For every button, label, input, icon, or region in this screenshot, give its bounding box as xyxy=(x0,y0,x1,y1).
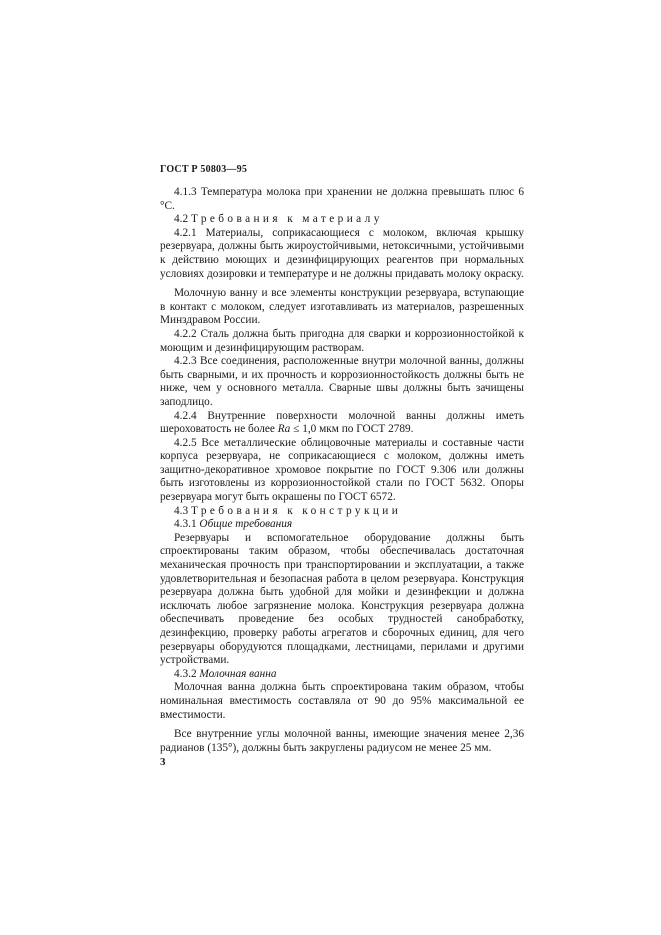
section-title: Требования к конструкции xyxy=(190,504,402,517)
subsection-number: 4.3.2 xyxy=(174,667,197,680)
section-heading-4-2 xyxy=(160,213,524,227)
page-number: 3 xyxy=(160,756,166,768)
roughness-variable: Ra xyxy=(277,423,291,436)
subsection-title: Общие требования xyxy=(199,518,293,531)
paragraph-milk-bath-materials: Молочную ванну и все элементы конструкции резервуара, вступающие в контакт с молоком, следует изготавливать из материалов, разрешенных Минздравом России. xyxy=(160,287,524,327)
document-header: ГОСТ Р 50803—95 xyxy=(160,164,248,175)
paragraph-4-2-4 xyxy=(160,410,524,437)
subsection-heading-4-3-2 xyxy=(160,668,524,682)
subsection-title: Молочная ванна xyxy=(199,667,277,680)
paragraph-4-2-5: 4.2.5 Все металлические облицовочные материалы и составные части корпуса резервуара, не соприкасающиеся с молоком, должны иметь защитно-декоративное хромовое покрытие по ГОСТ 9.306 или должны быть изготовлены из коррозионностойкой стали по ГОСТ 5632. Опоры резервуара могут быть окрашены по ГОСТ 6572. xyxy=(160,436,524,504)
section-number: 4.2 xyxy=(174,213,189,226)
section-title: Требования к материалу xyxy=(190,213,383,226)
paragraph-4-2-3: 4.2.3 Все соединения, расположенные внутри молочной ванны, должны быть сварными, и их прочность и коррозионностойкость должны быть не ниже, чем у основного металла. Сварные швы должны быть зачищены заподлицо. xyxy=(160,355,524,408)
paragraph-4-2-1: 4.2.1 Материалы, соприкасающиеся с молоком, включая крышку резервуара, должны быть жироустойчивыми, нетоксичными, устойчивыми к действию моющих и дезинфицирующих реагентов при нормальных условиях дозировки и температуре и не должны придавать молоку окраску. xyxy=(160,226,524,280)
paragraph-4-3-2-corners: Все внутренние углы молочной ванны, имеющие значения менее 2,36 радианов (135°), должны быть закруглены радиусом не менее 25 мм. xyxy=(160,728,524,754)
paragraph-4-2-4-text-end: ≤ 1,0 мкм по ГОСТ 2789. xyxy=(290,423,414,436)
document-body xyxy=(160,186,524,755)
section-number: 4.3 xyxy=(174,504,189,517)
paragraph-4-2-2: 4.2.2 Сталь должна быть пригодна для сварки и коррозионностойкой к моющим и дезинфицирующим растворам. xyxy=(160,327,524,354)
section-heading-4-3 xyxy=(160,505,524,519)
subsection-heading-4-3-1 xyxy=(160,518,524,532)
paragraph-4-3-1: Резервуары и вспомогательное оборудование должны быть спроектированы таким образом, чтобы обеспечивалась достаточная механическая прочность при транспортировании и эксплуатации, а также удовлетворительная и безопасная работа в целом резервуара. Конструкция резервуара должна быть удобной для мойки и дезинфекции и должна исключать любое загрязнение молока. Конструкция резервуара должна обеспечивать проведение без особых трудностей санобработку, дезинфекцию, проверку работы агрегатов и сборочных единиц, для чего резервуары оборудуются площадками, лестницами, перилами и другими устройствами. xyxy=(160,531,524,667)
paragraph-4-1-3: 4.1.3 Температура молока при хранении не должна превышать плюс 6 °С. xyxy=(160,186,524,212)
subsection-number: 4.3.1 xyxy=(174,518,197,531)
paragraph-4-3-2-capacity: Молочная ванна должна быть спроектирована таким образом, чтобы номинальная вместимость составляла от 90 до 95% максимальной ее вместимости. xyxy=(160,681,524,721)
paragraph-4-2-4-text-start: 4.2.4 Внутренние поверхности молочной ванны должны иметь шероховатость не более xyxy=(160,409,524,436)
